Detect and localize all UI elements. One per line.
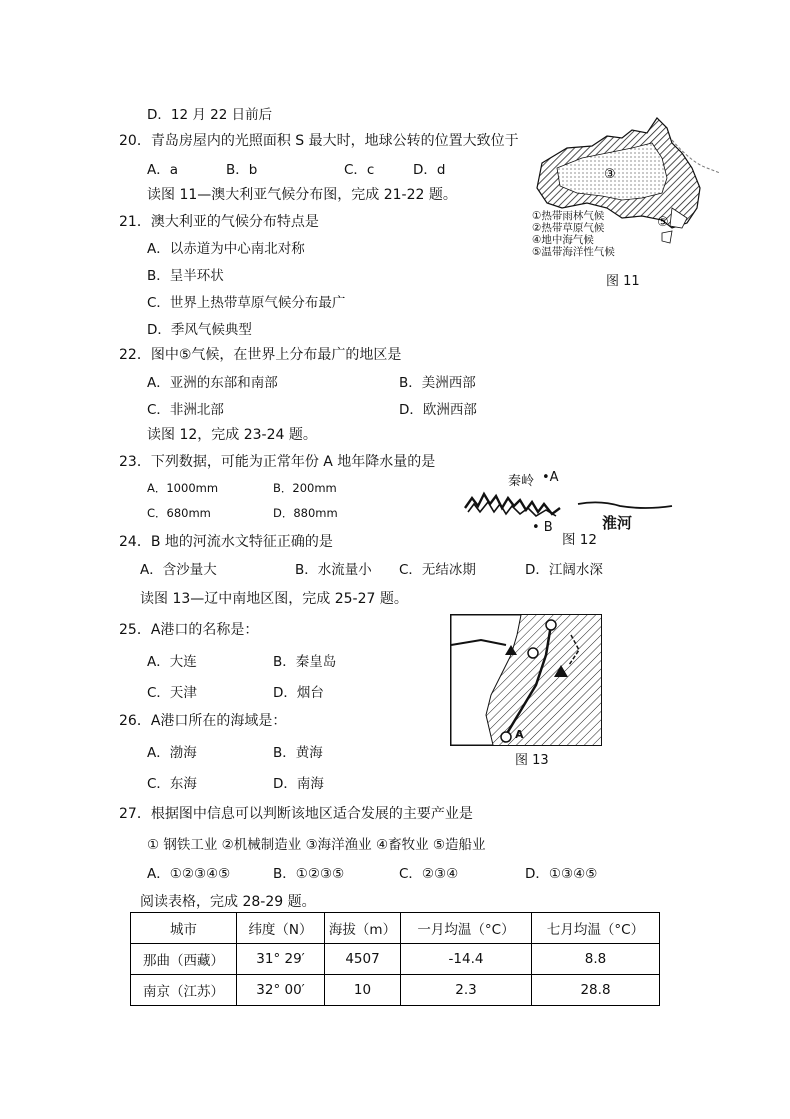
q20-option-b: B．b <box>226 162 258 178</box>
q23-stem: 23．下列数据，可能为正常年份 A 地年降水量的是 <box>119 454 436 470</box>
q24-option-c: C．无结冰期 <box>399 562 476 578</box>
liaozhongnan-map <box>451 615 601 745</box>
table-header: 海拔（m） <box>325 913 401 944</box>
fig13-label-a: A <box>515 728 524 741</box>
table-cell: 32° 00′ <box>237 975 325 1006</box>
fig11-legend-item: ⑤温带海洋性气候 <box>532 246 615 258</box>
fig12-label-b: • B <box>532 520 553 535</box>
table-cell: 31° 29′ <box>237 944 325 975</box>
q27-option-d: D．①③④⑤ <box>525 866 598 882</box>
climate-table <box>130 912 660 1006</box>
q21-option-b: B．呈半环状 <box>147 268 224 284</box>
table-cell: 8.8 <box>532 944 660 975</box>
q21-option-d: D．季风气候典型 <box>147 322 252 338</box>
fig11-caption: 图 11 <box>606 274 640 289</box>
fig12-label-qinling: 秦岭 <box>508 474 535 489</box>
table-cell: 4507 <box>325 944 401 975</box>
q22-stem: 22．图中⑤气候，在世界上分布最广的地区是 <box>119 347 402 363</box>
table-header: 城市 <box>131 913 237 944</box>
q26-stem: 26．A港口所在的海域是： <box>119 713 287 729</box>
q21-option-a: A．以赤道为中心南北对称 <box>147 241 305 257</box>
q21-stem: 21．澳大利亚的气候分布特点是 <box>119 214 319 230</box>
table-cell: 10 <box>325 975 401 1006</box>
table-cell: 那曲（西藏） <box>131 944 237 975</box>
table-cell: -14.4 <box>401 944 532 975</box>
q20-stem: 20．青岛房屋内的光照面积 S 最大时，地球公转的位置大致位于 <box>119 133 519 149</box>
read-fig12: 读图 12，完成 23-24 题。 <box>147 427 317 443</box>
q25-stem: 25．A港口的名称是： <box>119 622 259 638</box>
fig11-legend-item: ①热带雨林气候 <box>532 210 605 222</box>
table-header-row <box>131 913 660 944</box>
table-header: 七月均温（°C） <box>532 913 660 944</box>
fig12-label-huaihe: 淮河 <box>602 514 633 532</box>
q24-option-b: B．水流量小 <box>295 562 372 578</box>
q25-option-d: D．烟台 <box>273 685 324 701</box>
q23-option-c: C．680mm <box>147 506 211 520</box>
table-cell: 2.3 <box>401 975 532 1006</box>
table-row <box>131 975 660 1006</box>
fig11-marker-5: ⑤ <box>657 215 669 230</box>
q23-option-a: A．1000mm <box>147 481 219 495</box>
fig11-marker-3: ③ <box>604 167 616 182</box>
q21-option-c: C．世界上热带草原气候分布最广 <box>147 295 346 311</box>
q27-option-b: B．①②③⑤ <box>273 866 345 882</box>
figure-12 <box>460 468 680 548</box>
q24-option-a: A．含沙量大 <box>140 562 217 578</box>
q27-option-a: A．①②③④⑤ <box>147 866 231 882</box>
fig11-legend <box>532 210 615 258</box>
figure-13 <box>450 614 602 746</box>
table-cell: 28.8 <box>532 975 660 1006</box>
fig13-caption: 图 13 <box>515 753 549 768</box>
table-cell: 南京（江苏） <box>131 975 237 1006</box>
q22-option-a: A．亚洲的东部和南部 <box>147 375 278 391</box>
q25-option-c: C．天津 <box>147 685 197 701</box>
q26-option-a: A．渤海 <box>147 745 197 761</box>
q27-option-c: C．②③④ <box>399 866 459 882</box>
q22-option-d: D．欧洲西部 <box>399 402 477 418</box>
australia-climate-map <box>522 108 722 288</box>
q23-option-d: D．880mm <box>273 506 338 520</box>
read-fig11: 读图 11—澳大利亚气候分布图，完成 21-22 题。 <box>147 187 457 203</box>
q27-stem: 27．根据图中信息可以判断该地区适合发展的主要产业是 <box>119 806 473 822</box>
q19-option-d: D．12 月 22 日前后 <box>147 107 273 123</box>
q23-option-b: B．200mm <box>273 481 337 495</box>
table-header: 纬度（N） <box>237 913 325 944</box>
fig12-caption: 图 12 <box>562 532 597 548</box>
table-row <box>131 944 660 975</box>
q26-option-b: B．黄海 <box>273 745 323 761</box>
read-fig13: 读图 13—辽中南地区图，完成 25-27 题。 <box>140 591 408 607</box>
q25-option-b: B．秦皇岛 <box>273 654 337 670</box>
q24-option-d: D．江阔水深 <box>525 562 603 578</box>
q24-stem: 24．B 地的河流水文特征正确的是 <box>119 534 333 550</box>
read-table: 阅读表格，完成 28-29 题。 <box>140 894 316 910</box>
q26-option-c: C．东海 <box>147 776 197 792</box>
q22-option-c: C．非洲北部 <box>147 402 224 418</box>
fig12-label-a: •A <box>542 470 559 485</box>
q20-option-c: C．c <box>344 162 375 178</box>
fig11-legend-item: ④地中海气候 <box>532 234 594 246</box>
q27-items: ① 钢铁工业 ②机械制造业 ③海洋渔业 ④畜牧业 ⑤造船业 <box>147 837 486 853</box>
fig11-legend-item: ②热带草原气候 <box>532 222 605 234</box>
q22-option-b: B．美洲西部 <box>399 375 476 391</box>
figure-11 <box>522 108 722 288</box>
table-header: 一月均温（°C） <box>401 913 532 944</box>
q25-option-a: A．大连 <box>147 654 197 670</box>
q20-option-a: A．a <box>147 162 179 178</box>
q26-option-d: D．南海 <box>273 776 324 792</box>
q20-option-d: D．d <box>413 162 446 178</box>
